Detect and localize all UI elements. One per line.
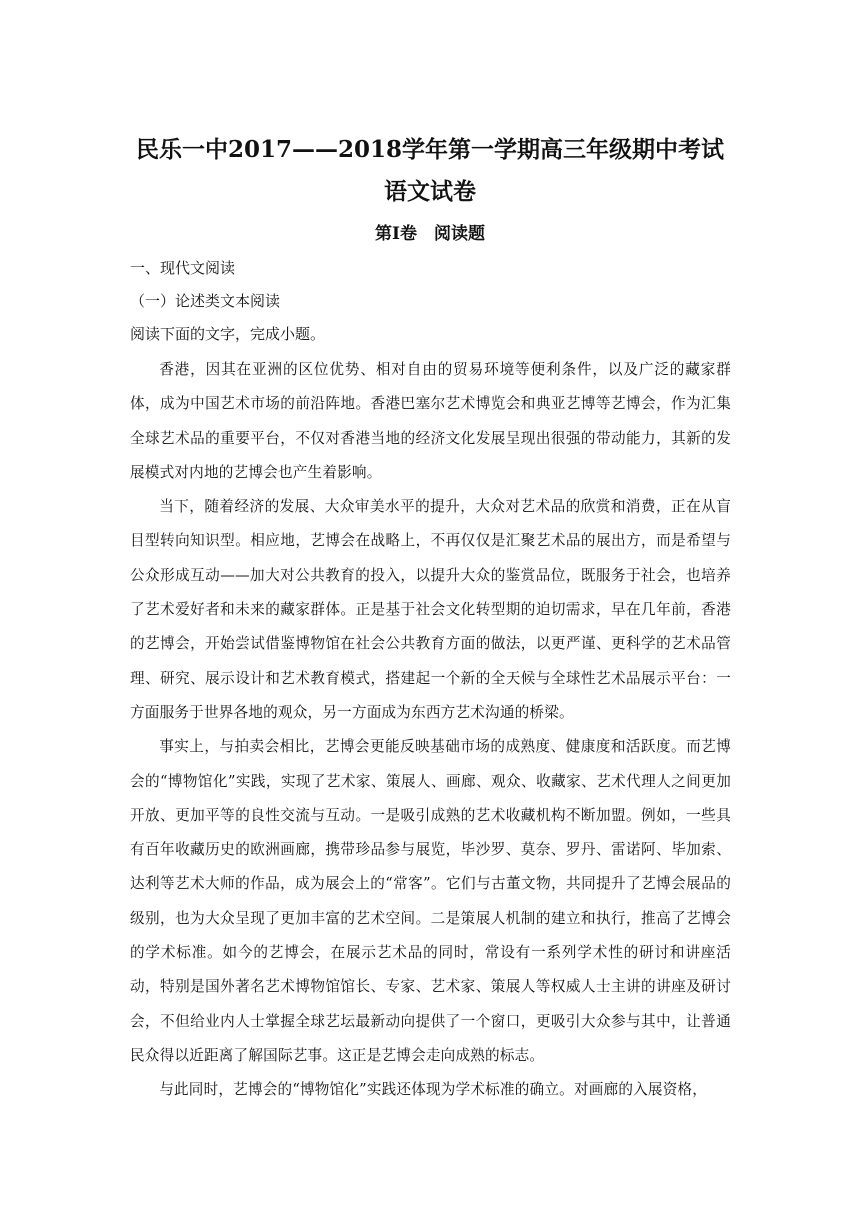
subsection-heading: （一）论述类文本阅读: [130, 292, 281, 310]
reading-instruction: 阅读下面的文字，完成小题。: [130, 325, 326, 343]
passage-paragraph: 香港，因其在亚洲的区位优势、相对自由的贸易环境等便利条件，以及广泛的藏家群体，成为中国艺术市场的前沿阵地。香港巴塞尔艺术博览会和典亚艺博等艺博会，作为汇集全球艺术品的重要平台，不仅对香港当地的经济文化发展呈现出很强的带动能力，其新的发展模式对内地的艺博会也产生着影响。: [130, 361, 731, 481]
passage-paragraph: 事实上，与拍卖会相比，艺博会更能反映基础市场的成熟度、健康度和活跃度。而艺博会的“博物馆化”实践，实现了艺术家、策展人、画廊、观众、收藏家、艺术代理人之间更加开放、更加平等的良性交流与互动。一是吸引成熟的艺术收藏机构不断加盟。例如，一些具有百年收藏历史的欧洲画廊，携带珍品参与展览，毕沙罗、莫奈、罗丹、雷诺阿、毕加索、达利等艺术大师的作品，成为展会上的“常客”。它们与古董文物，共同提升了艺博会展品的级别，也为大众呈现了更加丰富的艺术空间。二是策展人机制的建立和执行，推高了艺博会的学术标准。如今的艺博会，在展示艺术品的同时，常设有一系列学术性的研讨和讲座活动，特别是国外著名艺术博物馆馆长、专家、艺术家、策展人等权威人士主讲的讲座及研讨会，不但给业内人士掌握全球艺坛最新动向提供了一个窗口，更吸引大众参与其中，让普通民众得以近距离了解国际艺事。这正是艺博会走向成熟的标志。: [130, 738, 731, 1064]
reading-passage: [130, 353, 731, 1108]
part-title: 第Ⅰ卷 阅读题: [375, 224, 485, 244]
exam-subtitle: 语文试卷: [384, 178, 476, 205]
section-heading: 一、现代文阅读: [130, 259, 236, 277]
passage-paragraph: 与此同时，艺博会的“博物馆化”实践还体现为学术标准的确立。对画廊的入展资格，: [159, 1081, 708, 1099]
passage-paragraph: 当下，随着经济的发展、大众审美水平的提升，大众对艺术品的欣赏和消费，正在从盲目型转向知识型。相应地，艺博会在战略上，不再仅仅是汇聚艺术品的展出方，而是希望与公众形成互动——加大对公共教育的投入，以提升大众的鉴赏品位，既服务于社会，也培养了艺术爱好者和未来的藏家群体。正是基于社会文化转型期的迫切需求，早在几年前，香港的艺博会，开始尝试借鉴博物馆在社会公共教育方面的做法，以更严谨、更科学的艺术品管理、研究、展示设计和艺术教育模式，搭建起一个新的全天候与全球性艺术品展示平台：一方面服务于世界各地的观众，另一方面成为东西方艺术沟通的桥梁。: [130, 498, 731, 721]
exam-title: 民乐一中2017——2018学年第一学期高三年级期中考试: [135, 136, 725, 163]
